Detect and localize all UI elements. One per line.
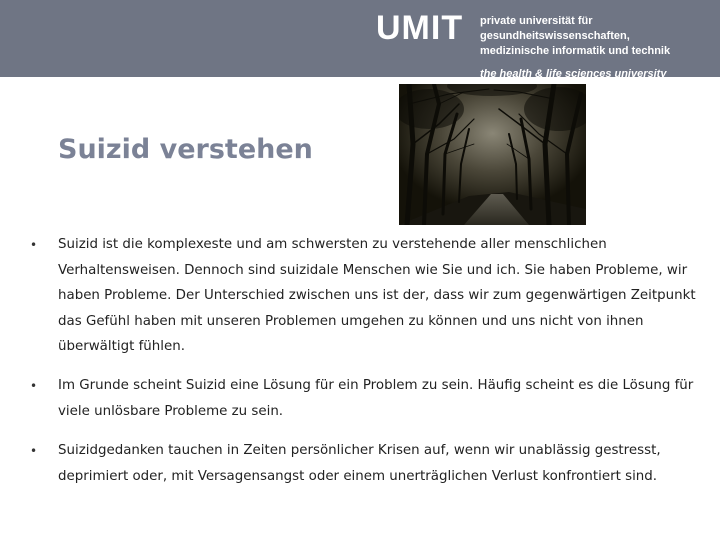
forest-path-image [399,84,586,225]
slide-title: Suizid verstehen [58,134,313,165]
tagline-line-2: medizinische informatik und technik [480,45,671,57]
bullet-text: Im Grunde scheint Suizid eine Lösung für ein Problem zu sein. Häufig scheint es die Lösung für viele unlösbare Probleme zu sein. [58,378,694,419]
umit-logo: UMIT [376,9,464,47]
tagline-line-1: private universität für gesundheitswissenschaften, [480,15,630,42]
bullet-text: Suizid ist die komplexeste und am schwersten zu verstehende aller menschlichen Verhaltensweisen. Dennoch sind suizidale Menschen wie Sie und ich. Sie haben Probleme, wir haben Probleme. Der Unterschied zwischen uns ist der, dass wir zum gegenwärtigen Zeitpunkt das Gefühl haben mit unseren Problemen umgehen zu können und uns nicht von ihnen überwältigt fühlen. [58,237,696,354]
university-tagline [480,14,720,82]
bullet-text: Suizidgedanken tauchen in Zeiten persönlicher Krisen auf, wenn wir unablässig gestresst, deprimiert oder, mit Versagensangst oder einem unerträglichen Verlust konfrontiert sind. [58,443,661,484]
tagline-line-3: the health & life sciences university [480,68,667,80]
bullet-marker: • [30,238,38,252]
bullet-marker: • [30,379,38,393]
header-bar [0,0,720,80]
forest-path-illustration [399,84,586,225]
bullet-marker: • [30,444,38,458]
